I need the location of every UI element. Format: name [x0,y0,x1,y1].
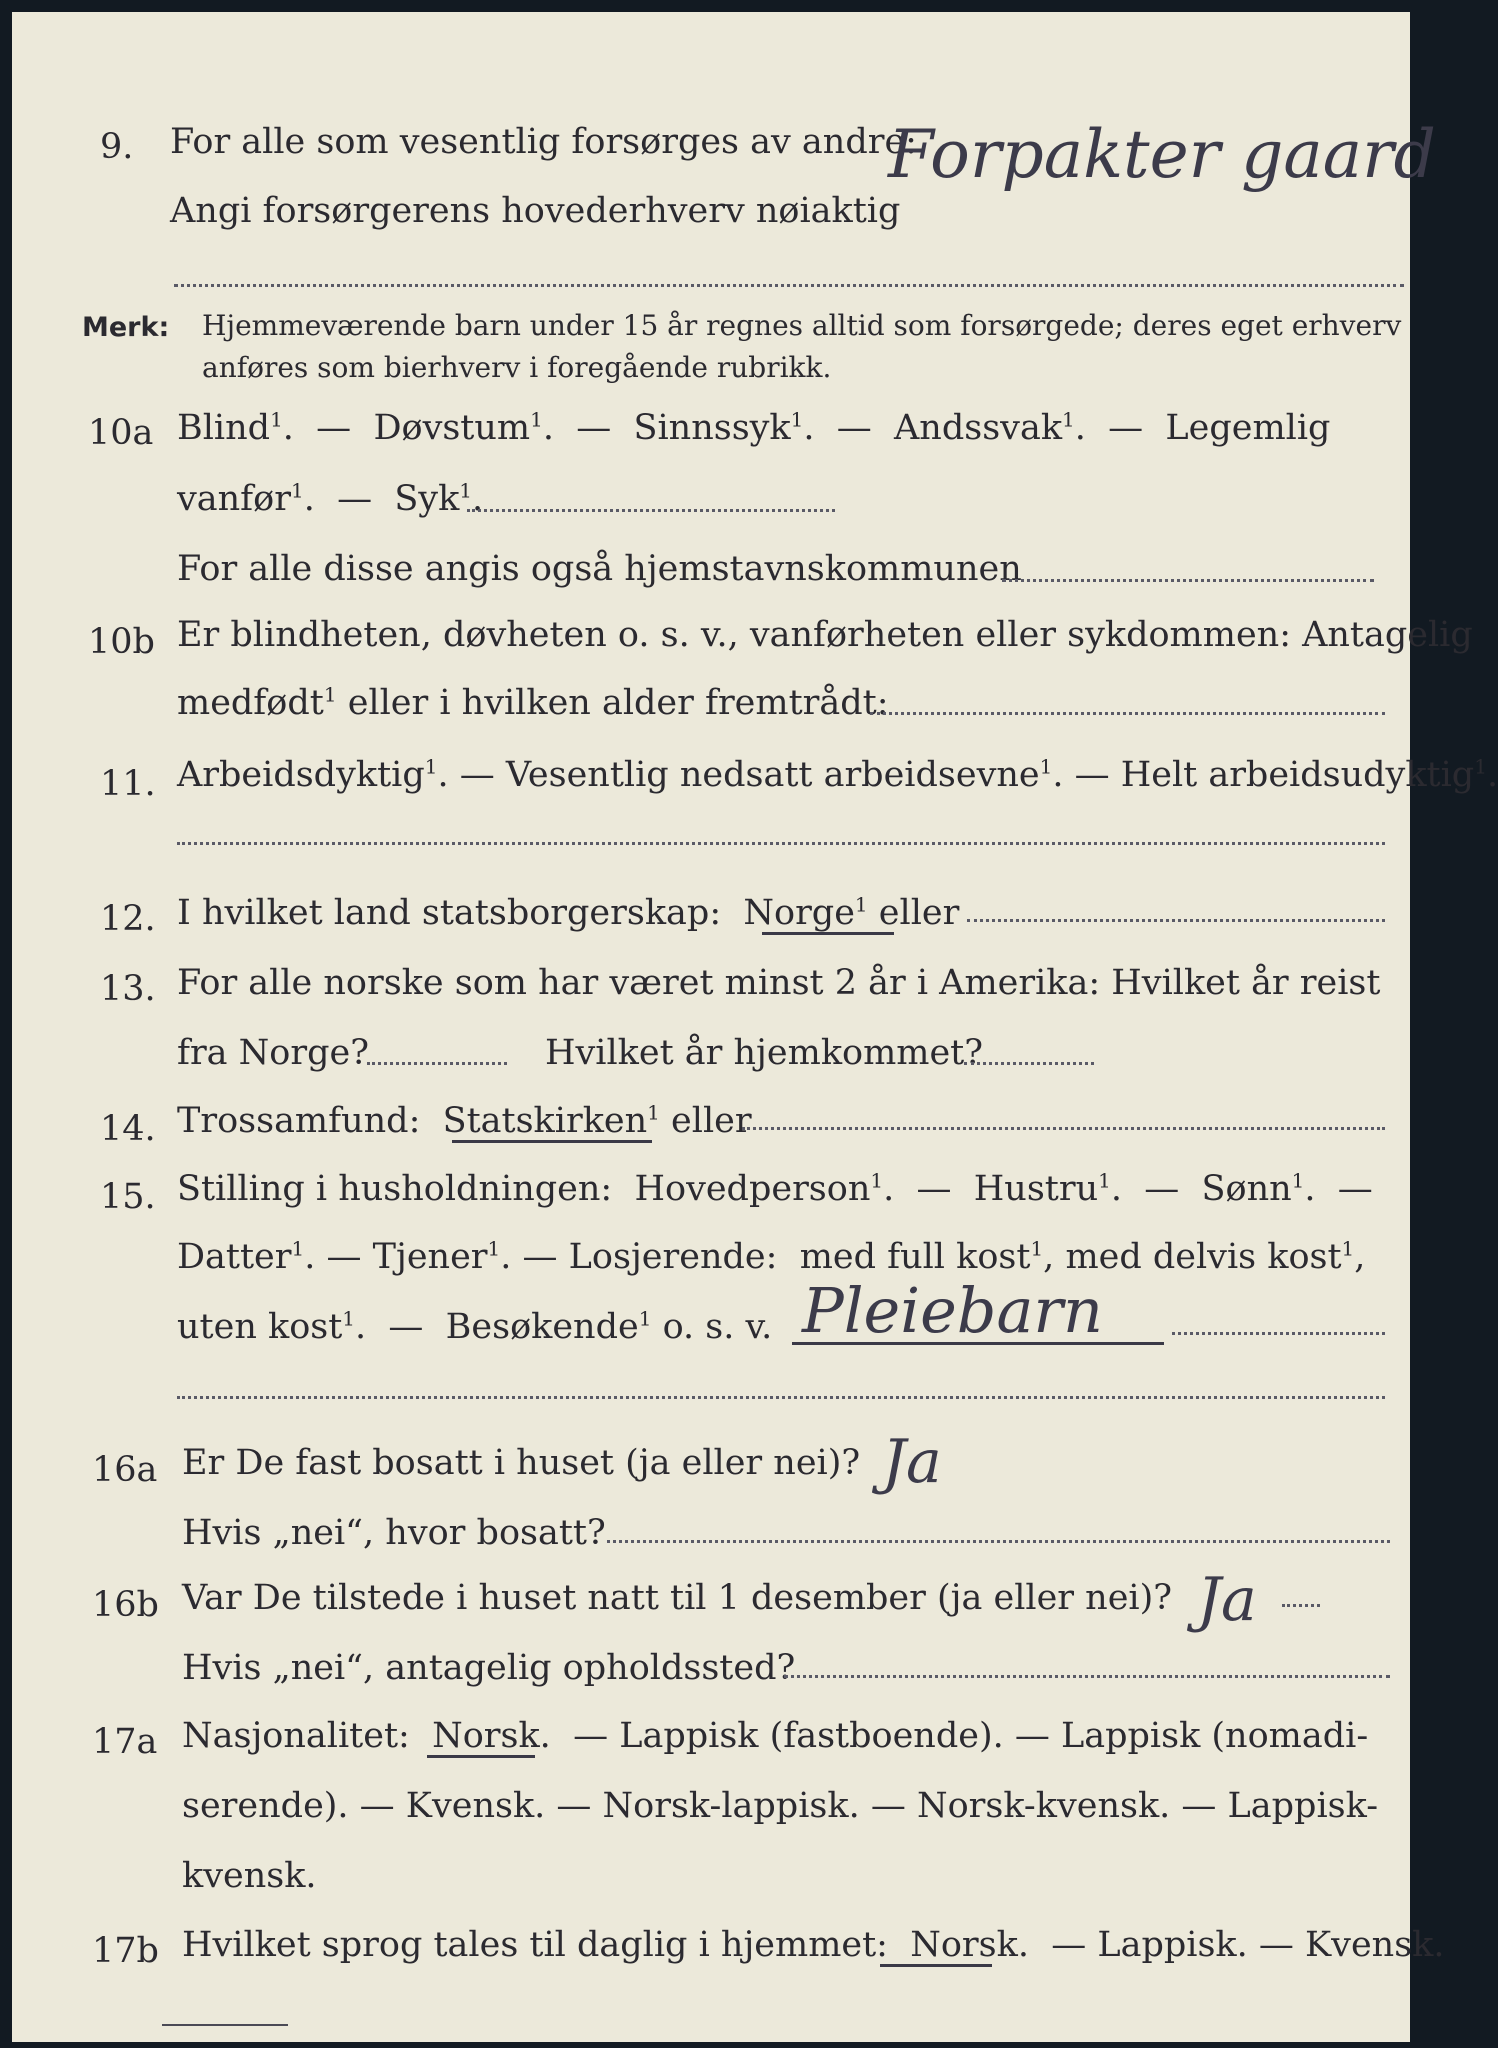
q12-number: 12. [100,899,156,939]
merk-line2: anføres som bierhverv i foregående rubrikk. [202,351,832,384]
q17a-line1: Nasjonalitet: Norsk. — Lappisk (fastboende). — Lappisk (nomadi- [182,1716,1369,1756]
q15-line1: Stilling i husholdningen: Hovedperson$^1$. — Hustru$^1$. — Sønn$^1$. — [177,1168,1373,1209]
q13-dotted-line-2 [964,1062,1094,1065]
q16b-number: 16b [92,1585,159,1625]
q10a-line1: Blind$^1$. — Døvstum$^1$. — Sinnssyk$^1$. — Andssvak$^1$. — Legemlig [177,407,1331,448]
q13-dotted-line-1 [367,1062,507,1065]
q16b-line1: Var De tilstede i huset natt til 1 desember (ja eller nei)? [182,1578,1173,1618]
q13-line2a: fra Norge? [177,1033,369,1073]
q9-number: 9. [100,127,134,167]
q10a-dotted-line-1 [467,509,835,512]
census-form-page [12,12,1498,2042]
q9-dotted-line [174,284,1404,287]
q16b-handwritten-answer: Ja [1197,1565,1257,1635]
q12-norge-underlined: Norge [743,893,855,933]
merk-line1: Hjemmeværende barn under 15 år regnes alltid som forsørgede; deres eget erhverv [202,309,1402,342]
q16b-line2: Hvis „nei“, antagelig opholdssted? [182,1648,796,1688]
q10a-dotted-line-2 [1002,579,1374,582]
q14-number: 14. [100,1109,156,1149]
q14-dotted-line [742,1127,1385,1130]
q17b-number: 17b [92,1931,159,1971]
q17a-underline [427,1755,535,1758]
q17b-underline [880,1964,992,1967]
q9-handwritten-answer: Forpakter gaard [888,116,1436,193]
q13-number: 13. [100,969,156,1009]
q16a-handwritten-answer: Ja [882,1427,942,1497]
q12-dotted-line [967,919,1385,922]
q10b-number: 10b [88,622,155,662]
q15-number: 15. [100,1177,156,1217]
q15-handwritten-answer: Pleiebarn [802,1274,1103,1347]
q16a-line2: Hvis „nei“, hvor bosatt? [182,1513,606,1553]
q9-line1: For alle som vesentlig forsørges av andre: [170,122,917,162]
q11-dotted-line [177,842,1385,845]
q17b-line1: Hvilket sprog tales til daglig i hjemmet: Norsk. — Lappisk. — Kvensk. [182,1925,1445,1965]
q12-underline [762,932,894,935]
q14-underline [452,1140,652,1143]
q16b-dotted-line-2 [784,1675,1390,1678]
q9-line2: Angi forsørgerens hovederhverv nøiaktig [170,191,901,231]
q15-answer-underline [792,1342,1164,1345]
q14-line1: Trossamfund: Statskirken$^1$ eller [177,1100,752,1141]
q11-number: 11. [100,764,156,804]
q15-dotted-line-1 [1172,1332,1385,1335]
q10a-line2: vanfør$^1$. — Syk$^1$. [177,478,484,519]
q12-line1: I hvilket land statsborgerskap: Norge$^1$ eller [177,892,960,933]
q16a-number: 16a [92,1450,158,1490]
q10b-line1: Er blindheten, døvheten o. s. v., vanførheten eller sykdommen: Antagelig [177,615,1473,655]
q17a-line3: kvensk. [182,1856,317,1896]
q13-line2b: Hvilket år hjemkommet? [545,1033,984,1073]
q15-line2: Datter$^1$. — Tjener$^1$. — Losjerende: med full kost$^1$, med delvis kost$^1$, [177,1236,1366,1277]
q10a-number: 10a [88,413,154,453]
q11-line1: Arbeidsdyktig$^1$. — Vesentlig nedsatt arbeidsevne$^1$. — Helt arbeidsudyktig$^1$. [177,754,1498,795]
q16a-line1: Er De fast bosatt i huset (ja eller nei)? [182,1443,861,1483]
q15-dotted-line-2 [177,1396,1385,1399]
q16a-dotted-line [607,1540,1390,1543]
q10b-dotted-line [870,712,1385,715]
q17a-number: 17a [92,1722,158,1762]
footnote-rule [162,2024,288,2026]
merk-label: Merk: [82,312,170,343]
q13-line1: For alle norske som har været minst 2 år i Amerika: Hvilket år reist [177,963,1381,1003]
q10a-line3: For alle disse angis også hjemstavnskommunen [177,549,1022,589]
q16b-dotted-line-1 [1282,1604,1320,1607]
q10b-line2: medfødt$^1$ eller i hvilken alder fremtrådt: [177,682,889,723]
q15-line3: uten kost$^1$. — Besøkende$^1$ o. s. v. [177,1306,773,1347]
q17a-line2: serende). — Kvensk. — Norsk-lappisk. — Norsk-kvensk. — Lappisk- [182,1786,1379,1826]
